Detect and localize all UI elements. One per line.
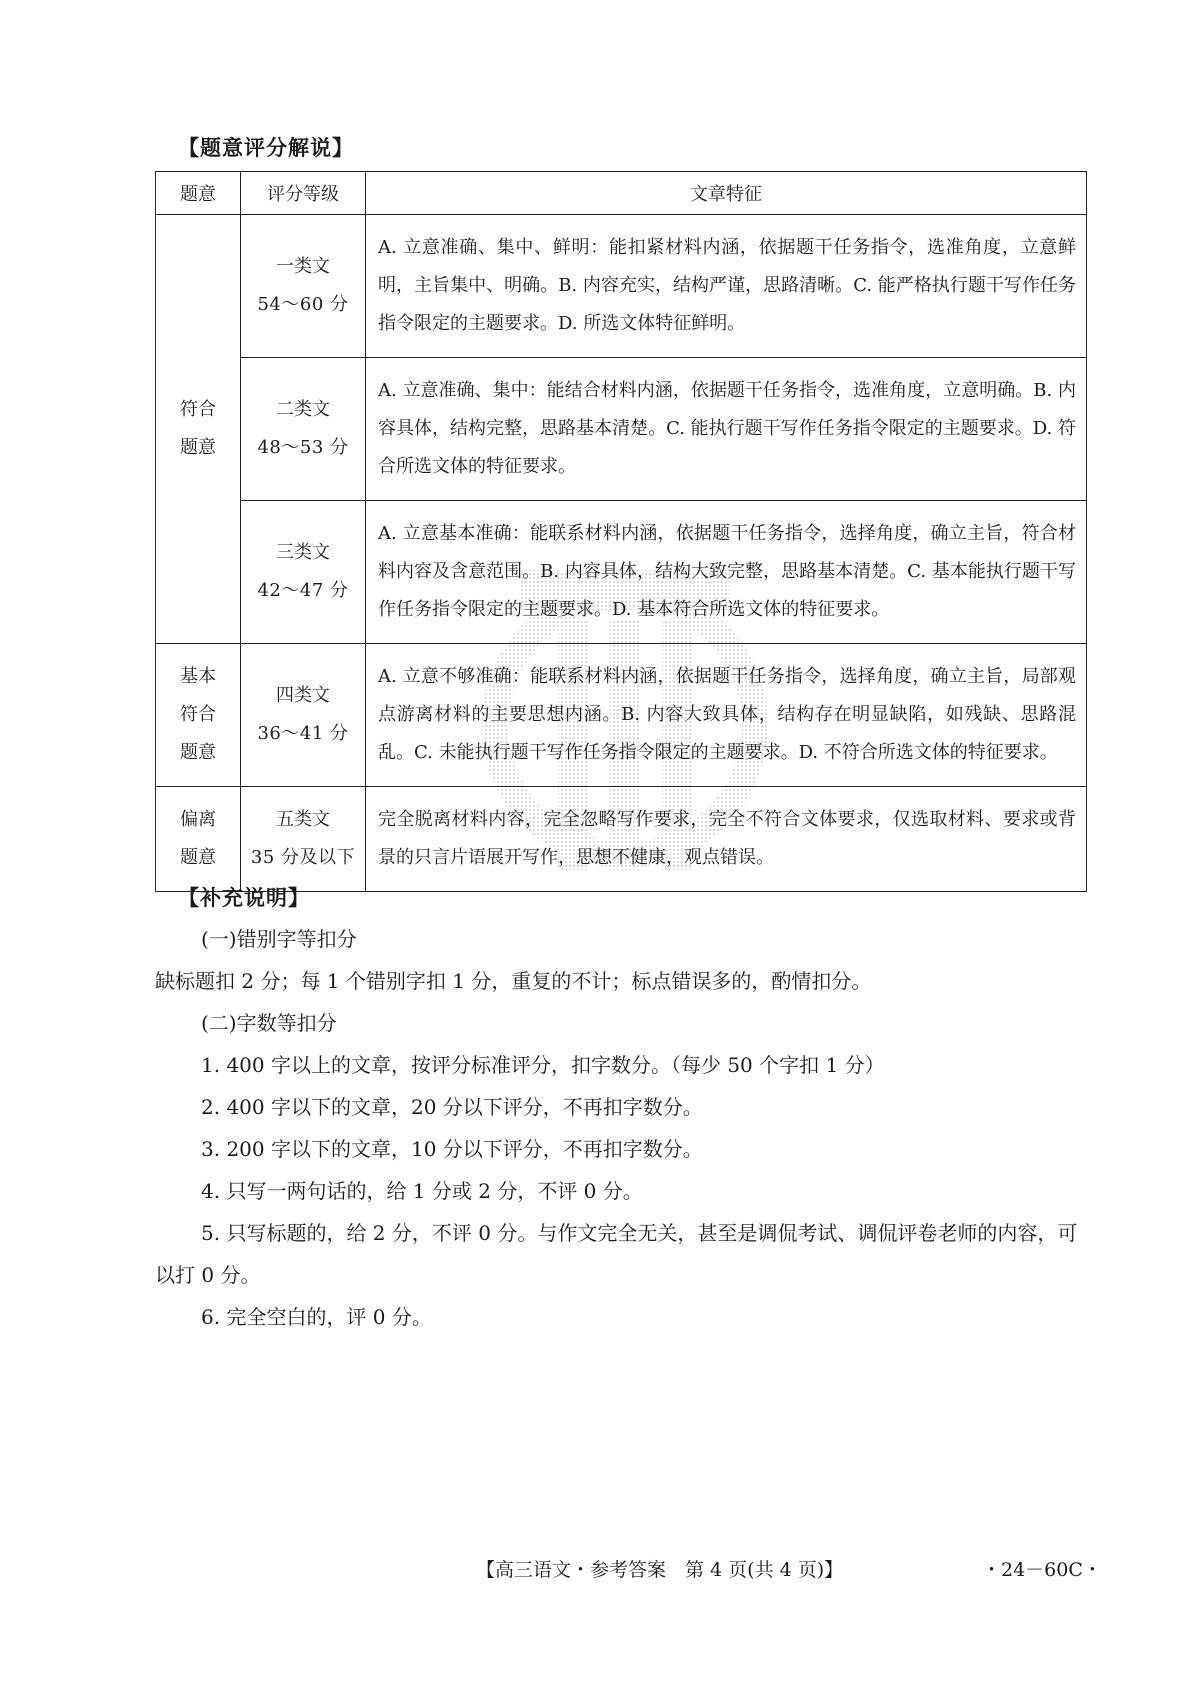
table-header-row xyxy=(156,172,1087,215)
feature-cell: A. 立意基本准确：能联系材料内涵，依据题干任务指令，选择角度，确立主旨，符合材料内容及含意范围。B. 内容具体，结构大致完整，思路基本清楚。C. 基本能执行题干写作任务指令限定的主题要求。D. 基本符合所选文体的特征要求。 xyxy=(366,501,1087,644)
header-topic: 题意 xyxy=(156,172,241,215)
note-item-5: 5. 只写标题的，给 2 分，不评 0 分。与作文完全无关，甚至是调侃考试、调侃评卷老师的内容，可以打 0 分。 xyxy=(155,1221,1078,1287)
topic-label: 偏离题意 xyxy=(180,809,216,868)
page-footer-code: ・24－60C・ xyxy=(982,1559,1102,1581)
grade-name: 三类文 xyxy=(276,542,330,563)
grade-cell xyxy=(241,787,366,892)
grade-name: 四类文 xyxy=(276,685,330,706)
note-heading-wordcount: (二)字数等扣分 xyxy=(201,1011,337,1035)
note-item-3: 3. 200 字以下的文章，10 分以下评分，不再扣字数分。 xyxy=(201,1137,703,1161)
grade-range: 48～53 分 xyxy=(257,437,349,458)
feature-cell: 完全脱离材料内容，完全忽略写作要求，完全不符合文体要求，仅选取材料、要求或背景的只言片语展开写作，思想不健康，观点错误。 xyxy=(366,787,1087,892)
topic-label: 基本符合题意 xyxy=(180,666,216,763)
table-row xyxy=(156,215,1087,358)
feature-cell: A. 立意准确、集中：能结合材料内涵，依据题干任务指令，选准角度，立意明确。B. 内容具体，结构完整，思路基本清楚。C. 能执行题干写作任务指令限定的主题要求。D. 符合所选文体的特征要求。 xyxy=(366,358,1087,501)
grade-range: 36～41 分 xyxy=(257,723,349,744)
topic-cell xyxy=(156,787,241,892)
grade-range: 42～47 分 xyxy=(257,580,349,601)
grade-cell xyxy=(241,501,366,644)
table-row xyxy=(156,358,1087,501)
feature-cell: A. 立意准确、集中、鲜明：能扣紧材料内涵，依据题干任务指令，选准角度，立意鲜明，主旨集中、明确。B. 内容充实，结构严谨，思路清晰。C. 能严格执行题干写作任务指令限定的主题要求。D. 所选文体特征鲜明。 xyxy=(366,215,1087,358)
feature-cell: A. 立意不够准确：能联系材料内涵，依据题干任务指令，选择角度，确立主旨，局部观点游离材料的主要思想内涵。B. 内容大致具体，结构存在明显缺陷，如残缺、思路混乱。C. 未能执行题干写作任务指令限定的主题要求。D. 不符合所选文体的特征要求。 xyxy=(366,644,1087,787)
note-item-2: 2. 400 字以下的文章，20 分以下评分，不再扣字数分。 xyxy=(201,1095,703,1119)
table-row xyxy=(156,501,1087,644)
header-grade: 评分等级 xyxy=(241,172,366,215)
grade-range: 54～60 分 xyxy=(257,294,349,315)
rubric-section-title: 【题意评分解说】 xyxy=(178,136,354,160)
topic-cell xyxy=(156,644,241,787)
grade-name: 一类文 xyxy=(276,256,330,277)
note-item-6: 6. 完全空白的，评 0 分。 xyxy=(201,1305,432,1329)
rubric-table xyxy=(155,171,1087,892)
note-heading-typos: (一)错别字等扣分 xyxy=(201,927,357,951)
topic-cell xyxy=(156,215,241,644)
table-row xyxy=(156,644,1087,787)
note-item-4: 4. 只写一两句话的，给 1 分或 2 分，不评 0 分。 xyxy=(201,1179,643,1203)
topic-label: 符合题意 xyxy=(180,399,216,458)
grade-cell xyxy=(241,215,366,358)
note-item-1: 1. 400 字以上的文章，按评分标准评分，扣字数分。（每少 50 个字扣 1 分） xyxy=(201,1053,885,1077)
note-typos-rule: 缺标题扣 2 分；每 1 个错别字扣 1 分，重复的不计；标点错误多的，酌情扣分。 xyxy=(155,969,872,993)
grade-name: 二类文 xyxy=(276,399,330,420)
grade-name: 五类文 xyxy=(276,809,330,830)
grade-cell xyxy=(241,644,366,787)
page-footer-title: 【高三语文・参考答案 第 4 页(共 4 页)】 xyxy=(476,1559,844,1581)
grade-cell xyxy=(241,358,366,501)
supplement-section-title: 【补充说明】 xyxy=(178,886,310,910)
header-feature: 文章特征 xyxy=(366,172,1087,215)
table-row xyxy=(156,787,1087,892)
grade-range: 35 分及以下 xyxy=(250,847,356,868)
